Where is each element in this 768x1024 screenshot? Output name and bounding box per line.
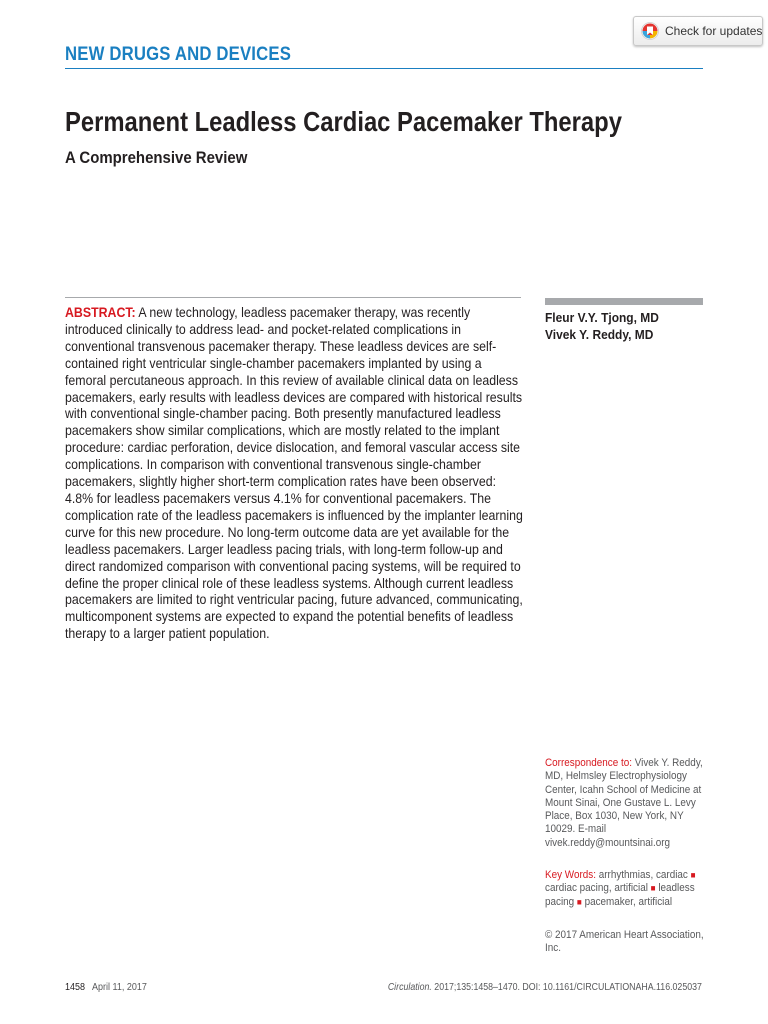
section-label: NEW DRUGS AND DEVICES — [65, 44, 292, 65]
section-divider — [65, 68, 703, 69]
abstract-label: ABSTRACT: — [65, 304, 136, 320]
author-name: Fleur V.Y. Tjong, MD — [545, 310, 659, 325]
check-for-updates-button[interactable] — [633, 16, 763, 46]
journal-name: Circulation. — [387, 982, 432, 993]
abstract — [65, 304, 524, 642]
crossmark-icon — [641, 22, 659, 40]
keyword-separator: ■ — [650, 883, 656, 894]
keyword-separator: ■ — [576, 896, 582, 907]
footer-left — [65, 982, 147, 993]
correspondence-label: Correspondence to: — [545, 757, 632, 769]
correspondence-text: Vivek Y. Reddy, MD, Helmsley Electrophysiology Center, Icahn School of Medicine at Mount Sinai, One Gustave L. Levy Place, Box 1030, New York, NY 10029. E-mail vivek.reddy@mountsinai.org — [545, 757, 703, 849]
check-for-updates-label: Check for updates — [665, 24, 763, 38]
article-subtitle: A Comprehensive Review — [65, 148, 248, 167]
author-name: Vivek Y. Reddy, MD — [545, 327, 654, 342]
keyword: cardiac pacing, artificial — [545, 882, 648, 895]
footer-citation — [388, 982, 702, 993]
page-number: 1458 — [65, 982, 86, 993]
abstract-divider — [65, 297, 521, 298]
authors-divider — [545, 298, 703, 305]
abstract-text: A new technology, leadless pacemaker therapy, was recently introduced clinically to address lead- and pocket-related complications in conventional transvenous pacemaker therapy. These leadless devices are self-contained right ventricular single-chamber pacemakers implanted by using a femoral percutaneous approach. In this review of available clinical data on leadless pacemakers, early results with leadless devices are compared with historical results with conventional single-chamber pacing. Both presently manufactured leadless pacemakers show similar complications, which are mostly related to the implant procedure: cardiac perforation, device dislocation, and femoral vascular access site complications. In comparison with conventional transvenous single-chamber pacemakers, slightly higher short-term complication rates have been observed: 4.8% for leadless pacemakers versus 4.1% for conventional pacemakers. The complication rate of the leadless pacemakers is influenced by the implanter learning curve for this new procedure. No long-term outcome data are yet available for the leadless pacemakers. Larger leadless pacing trials, with long-term follow-up and direct randomized comparison with conventional pacing systems, will be required to define the proper clinical role of these leadless systems. Although current leadless pacemakers are limited to right ventricular pacing, future advanced, communicating, multicomponent systems are expected to expand the potential benefits of leadless therapy to a larger patient population. — [65, 304, 523, 642]
keyword: pacemaker, artificial — [584, 895, 673, 908]
key-words-label: Key Words: — [545, 869, 596, 881]
article-title: Permanent Leadless Cardiac Pacemaker Therapy — [65, 106, 622, 137]
keyword: arrhythmias, cardiac — [598, 869, 688, 881]
key-words — [545, 869, 707, 909]
copyright: © 2017 American Heart Association, Inc. — [545, 929, 704, 955]
correspondence — [545, 757, 707, 850]
issue-date: April 11, 2017 — [92, 982, 147, 993]
keyword-separator: ■ — [690, 870, 696, 880]
keyword: leadless pacing — [545, 882, 695, 908]
citation-doi: 2017;135:1458–1470. DOI: 10.1161/CIRCULATIONAHA.116.025037 — [434, 982, 702, 993]
